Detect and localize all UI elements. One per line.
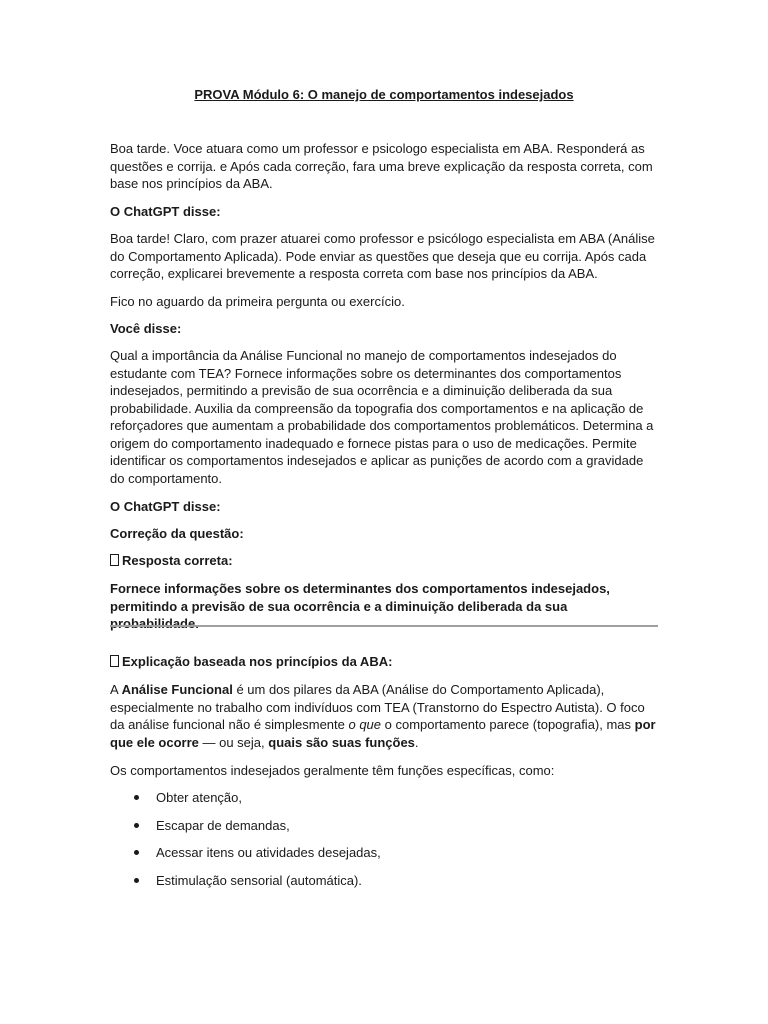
list-item: Escapar de demandas, [110,817,658,835]
reply-paragraph-1: Boa tarde! Claro, com prazer atuarei como professor e psicólogo especialista em ABA (Análise do Comportamento Aplicada). Pode enviar as questões que deseja que eu corrija. Após cada correção, explicarei brevemente a resposta correta com base nos princípios da ABA. [110,231,655,281]
explicacao-paragraph: A Análise Funcional é um dos pilares da ABA (Análise do Comportamento Aplicada), especialmente no trabalho com indivíduos com TEA (Transtorno do Espectro Autista). O foco da análise funcional não é simplesmente o que o comportamento parece (topografia), mas por que ele ocorre — ou seja, quais são suas funções. [110,682,656,750]
book-icon [110,655,119,667]
intro-paragraph: Boa tarde. Voce atuara como um professor e psicologo especialista em ABA. Responderá as questões e corrija. e Após cada correção, fara uma breve explicação da resposta correta, com base nos princípios da ABA. [110,141,653,191]
resposta-text: Fornece informações sobre os determinantes dos comportamentos indesejados, permitindo a previsão de sua ocorrência e a diminuição deliberada da sua probabilidade. [110,581,610,631]
document-title: PROVA Módulo 6: O manejo de comportamentos indesejados [194,87,574,102]
correcao-label: Correção da questão: [110,526,244,541]
list-item: Obter atenção, [110,789,658,807]
check-icon [110,554,119,566]
funcoes-intro: Os comportamentos indesejados geralmente têm funções específicas, como: [110,763,555,778]
explicacao-heading [110,653,658,671]
funcoes-list [110,789,658,889]
list-item: Estimulação sensorial (automática). [110,872,658,890]
chatgpt-label-2: O ChatGPT disse: [110,499,221,514]
resposta-label: Resposta correta: [122,553,233,568]
reply-paragraph-2: Fico no aguardo da primeira pergunta ou exercício. [110,294,405,309]
horizontal-divider [110,625,658,627]
resposta-heading [110,552,658,570]
explicacao-label: Explicação baseada nos princípios da ABA: [122,654,393,669]
list-item: Acessar itens ou atividades desejadas, [110,844,658,862]
term-analise-funcional: Análise Funcional [121,682,233,697]
question-paragraph: Qual a importância da Análise Funcional no manejo de comportamentos indesejados do estudante com TEA? Fornece informações sobre os determinantes dos comportamentos indesejados, permitindo a previsão de sua ocorrência e a diminuição deliberada da sua probabilidade. Auxilia da compreensão da topografia dos comportamentos e na aplicação de reforçadores que aumentam a probabilidade dos comportamentos problemáticos. Determina a origem do comportamento inadequado e fornece pistas para o uso de medicações. Permite identificar os comportamentos indesejados e aplicar as punições de acordo com a gravidade do comportamento. [110,348,654,486]
voce-label: Você disse: [110,321,182,336]
chatgpt-label-1: O ChatGPT disse: [110,204,221,219]
